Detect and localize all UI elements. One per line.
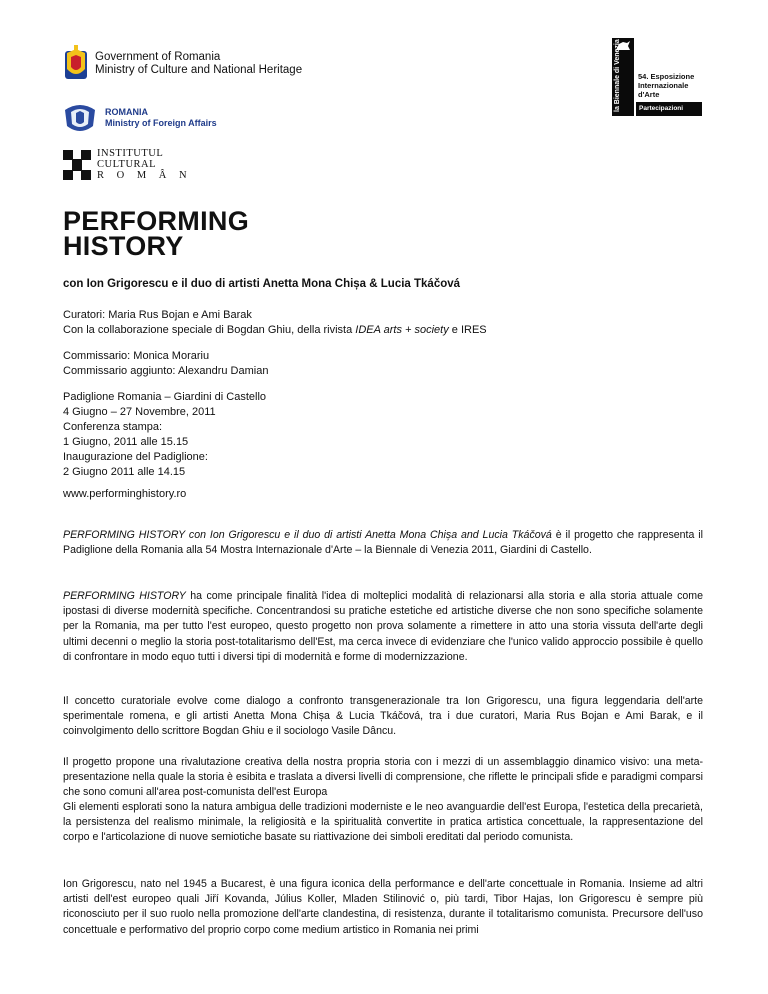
page-title [63, 206, 250, 261]
gov-line2: Ministry of Culture and National Heritage [95, 64, 303, 76]
dates: 4 Giugno – 27 Novembre, 2011 [63, 406, 216, 418]
paragraph-6: Ion Grigorescu, nato nel 1945 a Bucarest, è una figura iconica della performance e dell'arte concettuale in Romania. Insieme ad altri artisti dell'est europeo quali Jiří Kovanda, Július Koller, Mladen Stilinović o, più tardi, Tibor Hajas, Ion Grigorescu è sempre più riconosciuto per il suo ruolo nella promozione dell'arte clandestina, di resistenza, durante il totalitarismo comunista. Precursore dell'uso concettuale e performativo del proprio corpo come medium artistico in Romania nei primi [63, 878, 703, 936]
paragraph-2 [63, 589, 703, 665]
icr-line1: INSTITUTUL [97, 148, 164, 159]
venue: Padiglione Romania – Giardini di Castello [63, 391, 267, 403]
commissioner: Commissario: Monica Morariu [63, 350, 210, 362]
icr-cross-icon [63, 150, 91, 180]
icr-line2: CULTURAL [97, 159, 157, 170]
biennale-line3: d'Arte [638, 90, 660, 99]
curators-line2-pre: Con la collaborazione speciale di Bogdan Ghiu, della rivista [63, 324, 356, 336]
curators-block [63, 308, 487, 338]
biennale-participation: Partecipazioni nazionali [636, 102, 702, 116]
website-link[interactable]: www.performinghistory.ro [63, 488, 187, 500]
biennale-bar [612, 38, 634, 116]
biennale-line2: Internazionale [638, 81, 689, 90]
curators-line2 [63, 323, 487, 338]
paragraph-1 [63, 528, 703, 558]
paragraph-5: Gli elementi esplorati sono la natura ambigua delle tradizioni moderniste e le neo avanguardie dell'est Europa, l'estetica della precarietà, la persistenza del realismo minimale, la religiosità e la spiritualità convertite in pratica artistica concettuale, la rappresentazione del corpo e l'articolazione di nuove semiotiche basate su riattivazione dei simboli ereditati dal periodo comunista. [63, 801, 703, 844]
curators-line2-post: e IRES [448, 324, 487, 336]
government-logo [63, 45, 302, 83]
biennale-line1: 54. Esposizione [638, 72, 695, 81]
deputy-commissioner: Commissario aggiunto: Alexandru Damian [63, 365, 269, 377]
foreign-affairs-logo [63, 100, 217, 136]
subtitle: con Ion Grigorescu e il duo di artisti Anetta Mona Chișa & Lucia Tkáčová [63, 278, 461, 290]
p1-rest: è il progetto che rappresenta il Padiglione della Romania alla 54 Mostra Internazionale d'Arte – la Biennale di Venezia 2011, Giardini di Castello. [63, 529, 703, 557]
mae-line2: Ministry of Foreign Affairs [105, 118, 217, 128]
paragraph-4: Il progetto propone una rivalutazione creativa della nostra propria storia con i mezzi di un assemblaggio dinamico visivo: una meta-presentazione nella quale la storia è esibita e traslata a diversi livelli di comprensione, che riflette le principali sfide e paradigmi comparsi che sono comuni all'area post-comunista dell'est Europa [63, 756, 703, 799]
title-line2: HISTORY [63, 231, 184, 261]
gov-line1: Government of Romania [95, 51, 221, 63]
p1-italic: PERFORMING HISTORY con Ion Grigorescu e il duo di artisti Anetta Mona Chișa and Lucia Tkáčová [63, 529, 552, 541]
icr-line3: R O M Â N [97, 170, 192, 181]
event-info-block [63, 390, 266, 480]
opening-label: Inaugurazione del Padiglione: [63, 451, 208, 463]
opening-date: 2 Giugno 2011 alle 14.15 [63, 466, 186, 478]
curators-line1: Curatori: Maria Rus Bojan e Ami Barak [63, 309, 252, 321]
biennale-logo [612, 38, 702, 126]
romania-crest-icon [63, 45, 89, 83]
paragraph-3: Il concetto curatoriale evolve come dialogo a confronto transgenerazionale tra Ion Grigorescu, una figura leggendaria dell'arte sperimentale romena, e gli artisti Anetta Mona Chișa & Lucia Tkáčová, tra i due curatori, Maria Rus Bojan e Ami Barak, e il coinvolgimento dello scrittore Bogdan Ghiu e il sociologo Vasile Dâncu. [63, 695, 703, 738]
title-line1: PERFORMING [63, 206, 250, 236]
icr-logo [63, 148, 192, 181]
mae-crest-icon [63, 100, 97, 136]
biennale-vertical-text: la Biennale di Venezia [614, 39, 621, 112]
press-date: 1 Giugno, 2011 alle 15.15 [63, 436, 189, 448]
idea-journal-name: IDEA arts + society [355, 324, 449, 336]
press-label: Conferenza stampa: [63, 421, 163, 433]
p2-rest: ha come principale finalità l'idea di molteplici modalità di relazionarsi alla storia e alla storia attuale come ipostasi di diverse modernità specifiche. Concentrandosi su pratiche estetiche ed artistiche diverse che non sono specifiche solamente per la Romania, ma per tutto l'est europeo, questo progetto non prova solamente a rimettere in atto una storia vissuta dell'arte degli ultimi decenni o meglio la storia post-totalitarismo dell'Est, ma cerca invece di evidenziare che l'unico valido approccio possibile è quello di confrontare in modo equo tutti i diversi tipi di modernità e forme di modernizzazione. [63, 590, 703, 663]
commissioners-block [63, 349, 268, 379]
mae-line1: ROMANIA [105, 107, 148, 117]
p2-italic: PERFORMING HISTORY [63, 590, 186, 602]
